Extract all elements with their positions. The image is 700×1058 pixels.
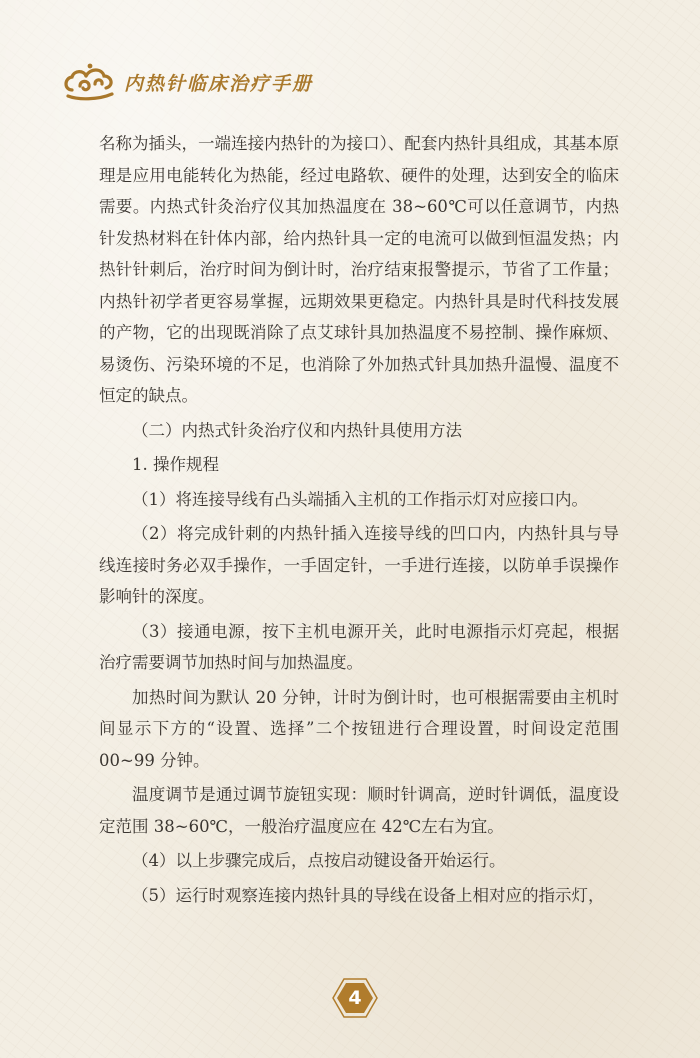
page-number: 4 [348, 987, 362, 1009]
step-1: （1）将连接导线有凸头端插入主机的工作指示灯对应接口内。 [132, 489, 588, 509]
body-text [99, 128, 619, 911]
step-2: （2）将完成针刺的内热针插入连接导线的凹口内，内热针具与导线连接时务必双手操作，一手固定针，一手进行连接，以防单手误操作影响针的深度。 [99, 524, 619, 606]
running-header [62, 58, 313, 106]
step-4: （4）以上步骤完成后，点按启动键设备开始运行。 [132, 851, 506, 870]
subsection-heading: 1. 操作规程 [132, 455, 219, 474]
cloud-swirl-logo-icon [62, 60, 118, 104]
step-3: （3）接通电源，按下主机电源开关，此时电源指示灯亮起，根据治疗需要调节加热时间与加热温度。 [99, 621, 619, 672]
paragraph-heating-time: 加热时间为默认 20 分钟，计时为倒计时，也可根据需要由主机时间显示下方的“设置、选择”二个按钮进行合理设置，时间设定范围 00~99 分钟。 [99, 687, 619, 770]
step-5: （5）运行时观察连接内热针具的导线在设备上相对应的指示灯， [132, 885, 605, 905]
section-heading: （二）内热式针灸治疗仪和内热针具使用方法 [132, 420, 462, 440]
paragraph-intro-continued: 名称为插头，一端连接内热针的为接口）、配套内热针具组成，其基本原理是应用电能转化为热能，经过电路软、硬件的处理，达到安全的临床需要。内热式针灸治疗仪其加热温度在 38~60℃可以任意调节，内热针发热材料在针体内部，给内热针具一定的电流可以做到恒温发热；内热针针刺后，治疗时间为倒计时，治疗结束报警提示，节省了工作量；内热针初学者更容易掌握，远期效果更稳定。内热针具是时代科技发展的产物，它的出现既消除了点艾球针具加热温度不易控制、操作麻烦、易烫伤、污染环境的不足，也消除了外加热式针具加热升温慢、温度不恒定的缺点。 [99, 134, 619, 405]
paragraph-temperature: 温度调节是通过调节旋钮实现：顺时针调高，逆时针调低，温度设定范围 38~60℃，一般治疗温度应在 42℃左右为宜。 [99, 785, 619, 836]
header-title: 内热针临床治疗手册 [124, 72, 314, 95]
page-number-badge [331, 977, 379, 1019]
